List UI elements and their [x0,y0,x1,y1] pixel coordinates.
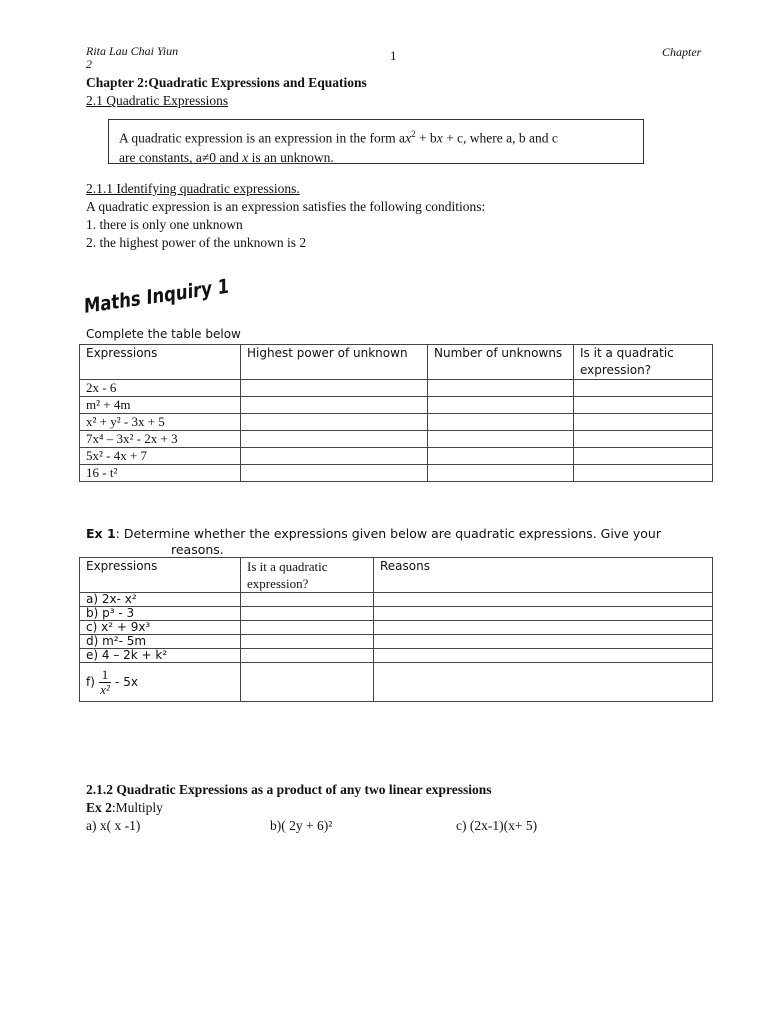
inquiry-instruction: Complete the table below [86,327,241,341]
expression-cell: 5x² - 4x + 7 [80,448,241,465]
inquiry-table [79,344,713,482]
table-row [80,465,713,482]
ex2-label: Ex 2 [86,800,112,815]
page-number: 1 [390,48,397,63]
expression-cell: 2x - 6 [80,380,241,397]
table-row [80,431,713,448]
col-expressions: Expressions [80,558,241,593]
ex2-item-a: a) x( x -1) [86,818,141,833]
table-row [80,380,713,397]
chapter-title: Chapter 2:Quadratic Expressions and Equations [86,75,367,90]
ex2-item-b: b)( 2y + 6)² [270,818,333,833]
expression-cell: c) x² + 9x³ [80,621,241,635]
table-header-row [80,558,713,593]
table-row [80,663,713,702]
col-expressions: Expressions [80,345,241,380]
ex1-label: Ex 1 [86,526,116,541]
col-reasons: Reasons [374,558,713,593]
section-212-title: 2.1.2 Quadratic Expressions as a product of any two linear expressions [86,782,492,797]
chapter-label: Chapter [662,45,702,59]
ex1-table [79,557,713,702]
expression-cell: f) $\frac{1}{\text{x²}}$ - 5x [80,663,241,702]
definition-box [108,119,644,164]
col-number-unknowns: Number of unknowns [428,345,574,380]
table-row [80,414,713,431]
expression-cell: d) m²- 5m [80,635,241,649]
col-highest-power: Highest power of unknown [241,345,428,380]
condition-2: 2. the highest power of the unknown is 2 [86,235,307,250]
table-header-row [80,345,713,380]
table-row [80,607,713,621]
ex1-instruction-line2: reasons. [171,542,224,557]
condition-1: 1. there is only one unknown [86,217,243,232]
table-row [80,621,713,635]
ex2-line: Ex 2:Multiply [86,800,163,815]
expression-cell: 16 - t² [80,465,241,482]
table-row [80,593,713,607]
expression-cell: e) 4 – 2k + k² [80,649,241,663]
table-row [80,649,713,663]
section-title: 2.1 Quadratic Expressions [86,93,229,108]
expression-cell: 7x⁴ – 3x² - 2x + 3 [80,431,241,448]
table-row [80,448,713,465]
definition-line2: are constants, a≠0 and x is an unknown. [119,149,334,165]
author-name: Rita Lau Chai Yiun [86,44,179,58]
subsection-title: 2.1.1 Identifying quadratic expressions. [86,181,300,196]
col-is-quadratic: Is it a quadratic expression? [241,558,374,593]
fraction: $\frac{1}{\text{x²}}$ [100,666,110,697]
ex2-item-c: c) (2x-1)(x+ 5) [456,818,538,833]
table-row [80,635,713,649]
table-row [80,397,713,414]
ex1-instruction: Ex 1: Determine whether the expressions given below are quadratic expressions. Give your [86,526,661,541]
author-line2: 2 [86,57,92,71]
maths-inquiry-title: Maths Inquiry 1 [84,273,230,318]
expression-cell: x² + y² - 3x + 5 [80,414,241,431]
definition-line1: A quadratic expression is an expression in the form $ax^2$ + bx + c, where a, b and c [119,129,558,146]
expression-cell: m² + 4m [80,397,241,414]
col-is-quadratic: Is it a quadratic expression? [574,345,713,380]
expression-cell: b) p³ - 3 [80,607,241,621]
expression-cell: a) 2x- x² [80,593,241,607]
subsection-intro: A quadratic expression is an expression satisfies the following conditions: [86,199,486,214]
